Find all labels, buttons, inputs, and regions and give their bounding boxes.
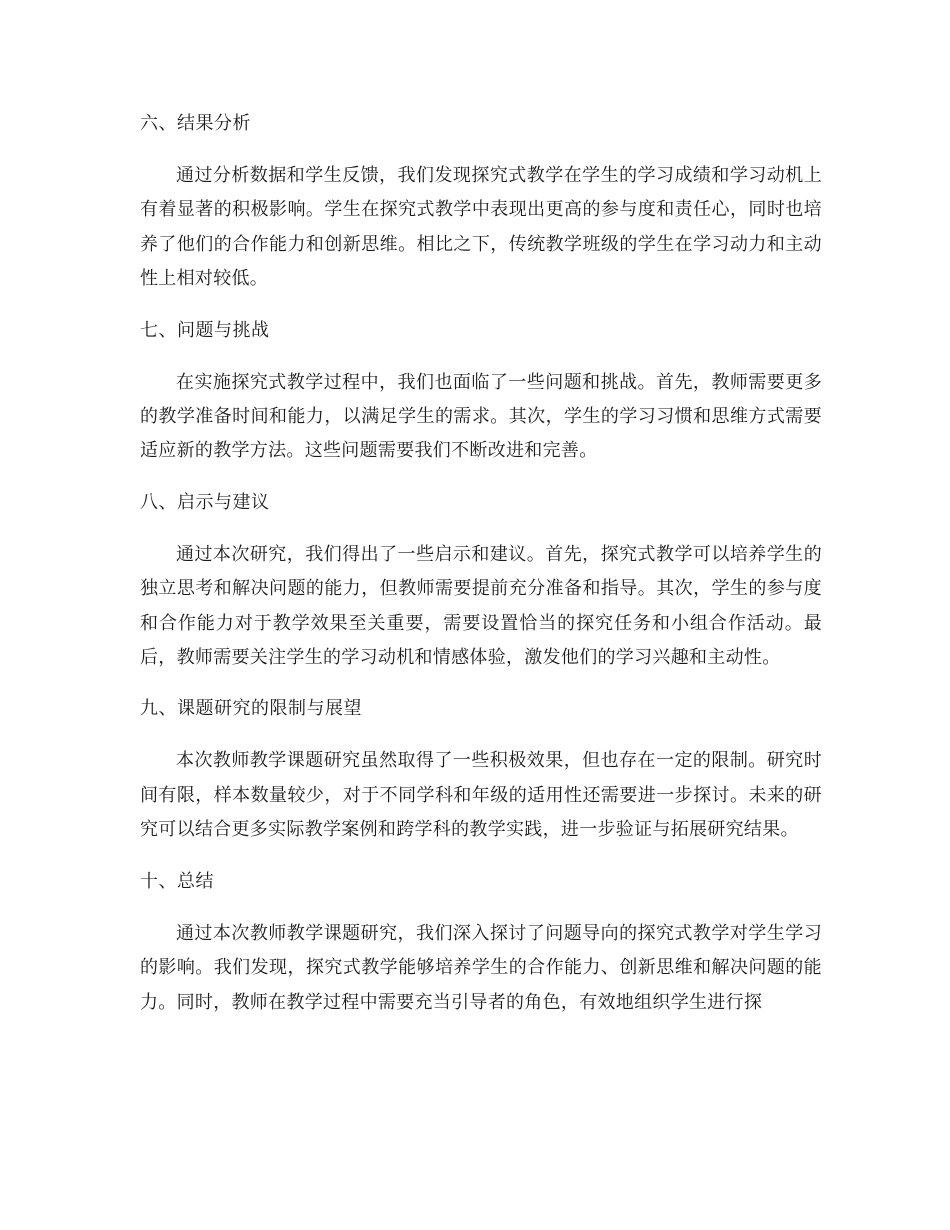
document-body: [140, 106, 822, 1020]
section-heading-8: 八、启示与建议: [140, 491, 270, 513]
section-paragraph-10: 通过本次教师教学课题研究，我们深入探讨了问题导向的探究式教学对学生学习的影响。我们发现，探究式教学能够培养学生的合作能力、创新思维和解决问题的能力。同时，教师在教学过程中需要充当引导者的角色，有效地组织学生进行探: [140, 922, 822, 1013]
section-paragraph-6: 通过分析数据和学生反馈，我们发现探究式教学在学生的学习成绩和学习动机上有着显著的积极影响。学生在探究式教学中表现出更高的参与度和责任心，同时也培养了他们的合作能力和创新思维。相比之下，传统教学班级的学生在学习动力和主动性上相对较低。: [140, 165, 822, 290]
section-heading-10: 十、总结: [140, 870, 214, 892]
section-paragraph-7: 在实施探究式教学过程中，我们也面临了一些问题和挑战。首先，教师需要更多的教学准备时间和能力，以满足学生的需求。其次，学生的学习习惯和思维方式需要适应新的教学方法。这些问题需要我们不断改进和完善。: [140, 371, 822, 462]
section-heading-7: 七、问题与挑战: [140, 319, 270, 341]
section-paragraph-9: 本次教师教学课题研究虽然取得了一些积极效果，但也存在一定的限制。研究时间有限，样本数量较少，对于不同学科和年级的适用性还需要进一步探讨。未来的研究可以结合更多实际教学案例和跨学科的教学实践，进一步验证与拓展研究结果。: [140, 750, 822, 841]
section-heading-9: 九、课题研究的限制与展望: [140, 698, 362, 720]
section-heading-6: 六、结果分析: [140, 113, 251, 134]
section-paragraph-8: 通过本次研究，我们得出了一些启示和建议。首先，探究式教学可以培养学生的独立思考和解决问题的能力，但教师需要提前充分准备和指导。其次，学生的参与度和合作能力对于教学效果至关重要，需要设置恰当的探究任务和小组合作活动。最后，教师需要关注学生的学习动机和情感体验，激发他们的学习兴趣和主动性。: [140, 543, 822, 669]
